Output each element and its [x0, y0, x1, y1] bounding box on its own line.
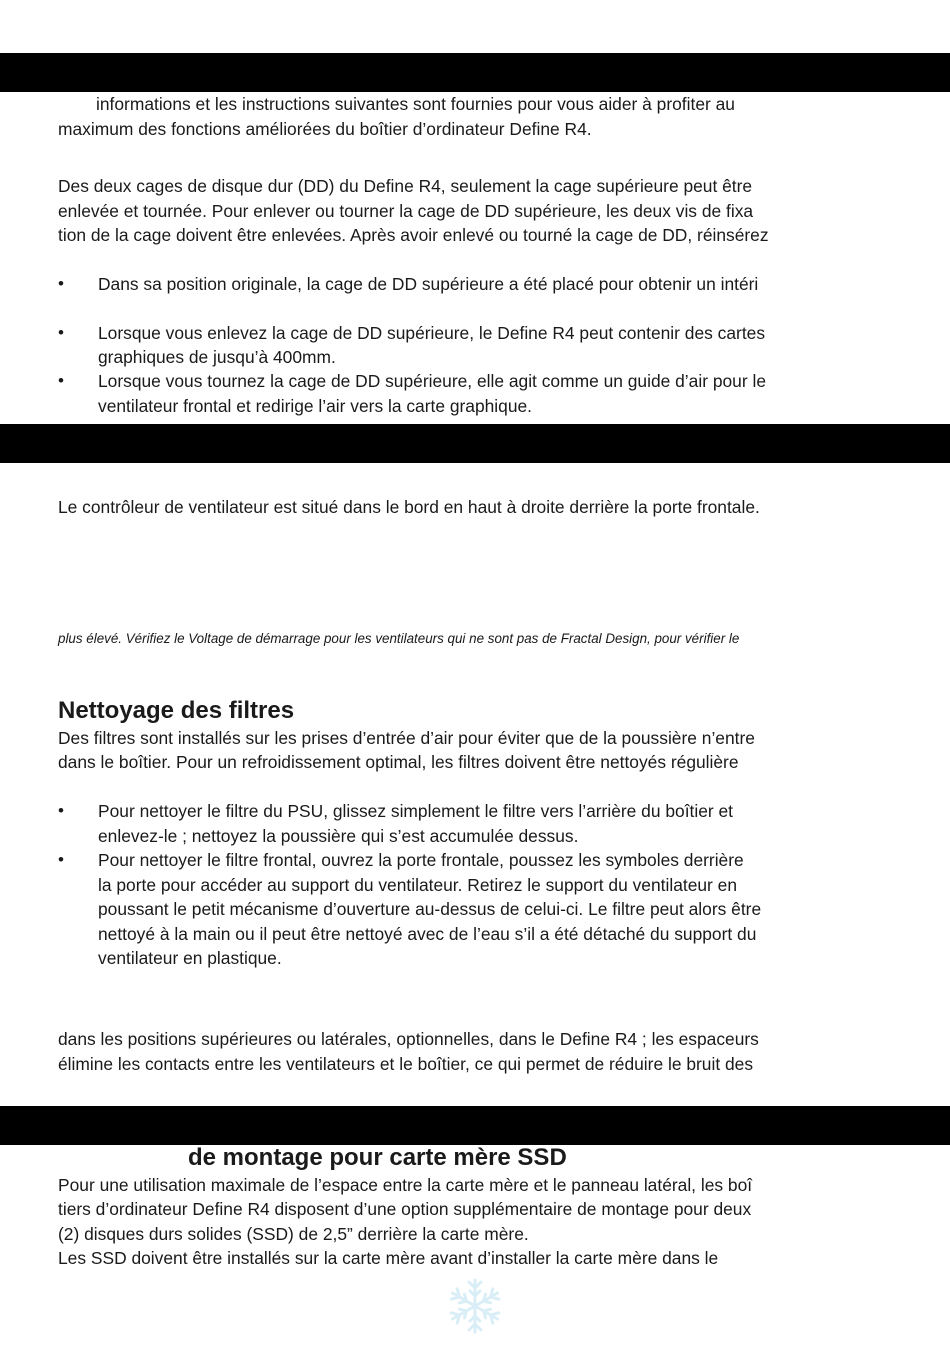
hdd-line-2: enlevée et tournée. Pour enlever ou tourner la cage de DD supérieure, les deux vis de fixa [58, 201, 754, 221]
filter-bullet-2-line-3: poussant le petit mécanisme d’ouverture au-dessus de celui-ci. Le filtre peut alors être [98, 899, 762, 919]
filter-bullet-2-line-4: nettoyé à la main ou il peut être nettoyé avec de l’eau s’il a été détaché du support du [98, 924, 757, 944]
bullet-marker: • [58, 850, 64, 869]
bullet-marker: • [58, 371, 64, 390]
filter-bullet-1-line-1: Pour nettoyer le filtre du PSU, glissez simplement le filtre vers l’arrière du boîtier et [98, 801, 734, 821]
hdd-line-3: tion de la cage doivent être enlevées. Après avoir enlevé ou tourné la cage de DD, réinsérez [58, 225, 769, 245]
filter-bullet-1-line-2: enlevez-le ; nettoyez la poussière qui s’est accumulée dessus. [98, 826, 579, 846]
spacers-line-2: élimine les contacts entre les ventilateurs et le boîtier, ce qui permet de réduire le bruit des [58, 1054, 754, 1074]
hdd-bullet-1-line-1: Dans sa position originale, la cage de DD supérieure a été placé pour obtenir un intéri [98, 274, 759, 294]
hdd-bullet-3-line-1: Lorsque vous tournez la cage de DD supérieure, elle agit comme un guide d’air pour le [98, 371, 766, 391]
hdd-line-1: Des deux cages de disque dur (DD) du Define R4, seulement la cage supérieure peut être [58, 176, 753, 196]
filters-line-1: Des filtres sont installés sur les prises d’entrée d’air pour éviter que de la poussière n’entre [58, 728, 755, 748]
section-header-bar-3 [0, 1106, 950, 1145]
filter-bullet-2-line-5: ventilateur en plastique. [98, 948, 282, 968]
ssd-line-1: Pour une utilisation maximale de l’espace entre la carte mère et le panneau latéral, les boî [58, 1175, 753, 1195]
ssd-line-3: (2) disques durs solides (SSD) de 2,5” derrière la carte mère. [58, 1224, 529, 1244]
bullet-marker: • [58, 801, 64, 820]
filter-bullet-2-line-1: Pour nettoyer le filtre frontal, ouvrez la porte frontale, poussez les symboles derrière [98, 850, 744, 870]
section-header-bar-2 [0, 424, 950, 463]
filters-heading: Nettoyage des filtres [58, 697, 295, 724]
spacers-line-1: dans les positions supérieures ou latérales, optionnelles, dans le Define R4 ; les espaceurs [58, 1029, 759, 1049]
ssd-line-4: Les SSD doivent être installés sur la carte mère avant d’installer la carte mère dans le [58, 1248, 719, 1268]
hdd-bullet-3-line-2: ventilateur frontal et redirige l’air vers la carte graphique. [98, 396, 533, 416]
section-header-bar-1 [0, 53, 950, 92]
snowflake-icon [445, 1276, 505, 1336]
hdd-bullet-2-line-1: Lorsque vous enlevez la cage de DD supérieure, le Define R4 peut contenir des cartes [98, 323, 766, 343]
bullet-marker: • [58, 323, 64, 342]
filters-line-2: dans le boîtier. Pour un refroidissement optimal, les filtres doivent être nettoyés régulière [58, 752, 739, 772]
filter-bullet-2-line-2: la porte pour accéder au support du ventilateur. Retirez le support du ventilateur en [98, 875, 738, 895]
hdd-bullet-2-line-2: graphiques de jusqu’à 400mm. [98, 347, 336, 367]
intro-line-1: informations et les instructions suivantes sont fournies pour vous aider à profiter au [96, 94, 735, 114]
ssd-heading: de montage pour carte mère SSD [188, 1144, 567, 1171]
bullet-marker: • [58, 274, 64, 293]
fan-voltage-note: plus élevé. Vérifiez le Voltage de démarrage pour les ventilateurs qui ne sont pas de Fractal Design, pour vérifier le [58, 631, 740, 646]
intro-line-2: maximum des fonctions améliorées du boîtier d’ordinateur Define R4. [58, 119, 592, 139]
fan-controller-line: Le contrôleur de ventilateur est situé dans le bord en haut à droite derrière la porte frontale. [58, 497, 760, 517]
ssd-line-2: tiers d’ordinateur Define R4 disposent d’une option supplémentaire de montage pour deux [58, 1199, 752, 1219]
